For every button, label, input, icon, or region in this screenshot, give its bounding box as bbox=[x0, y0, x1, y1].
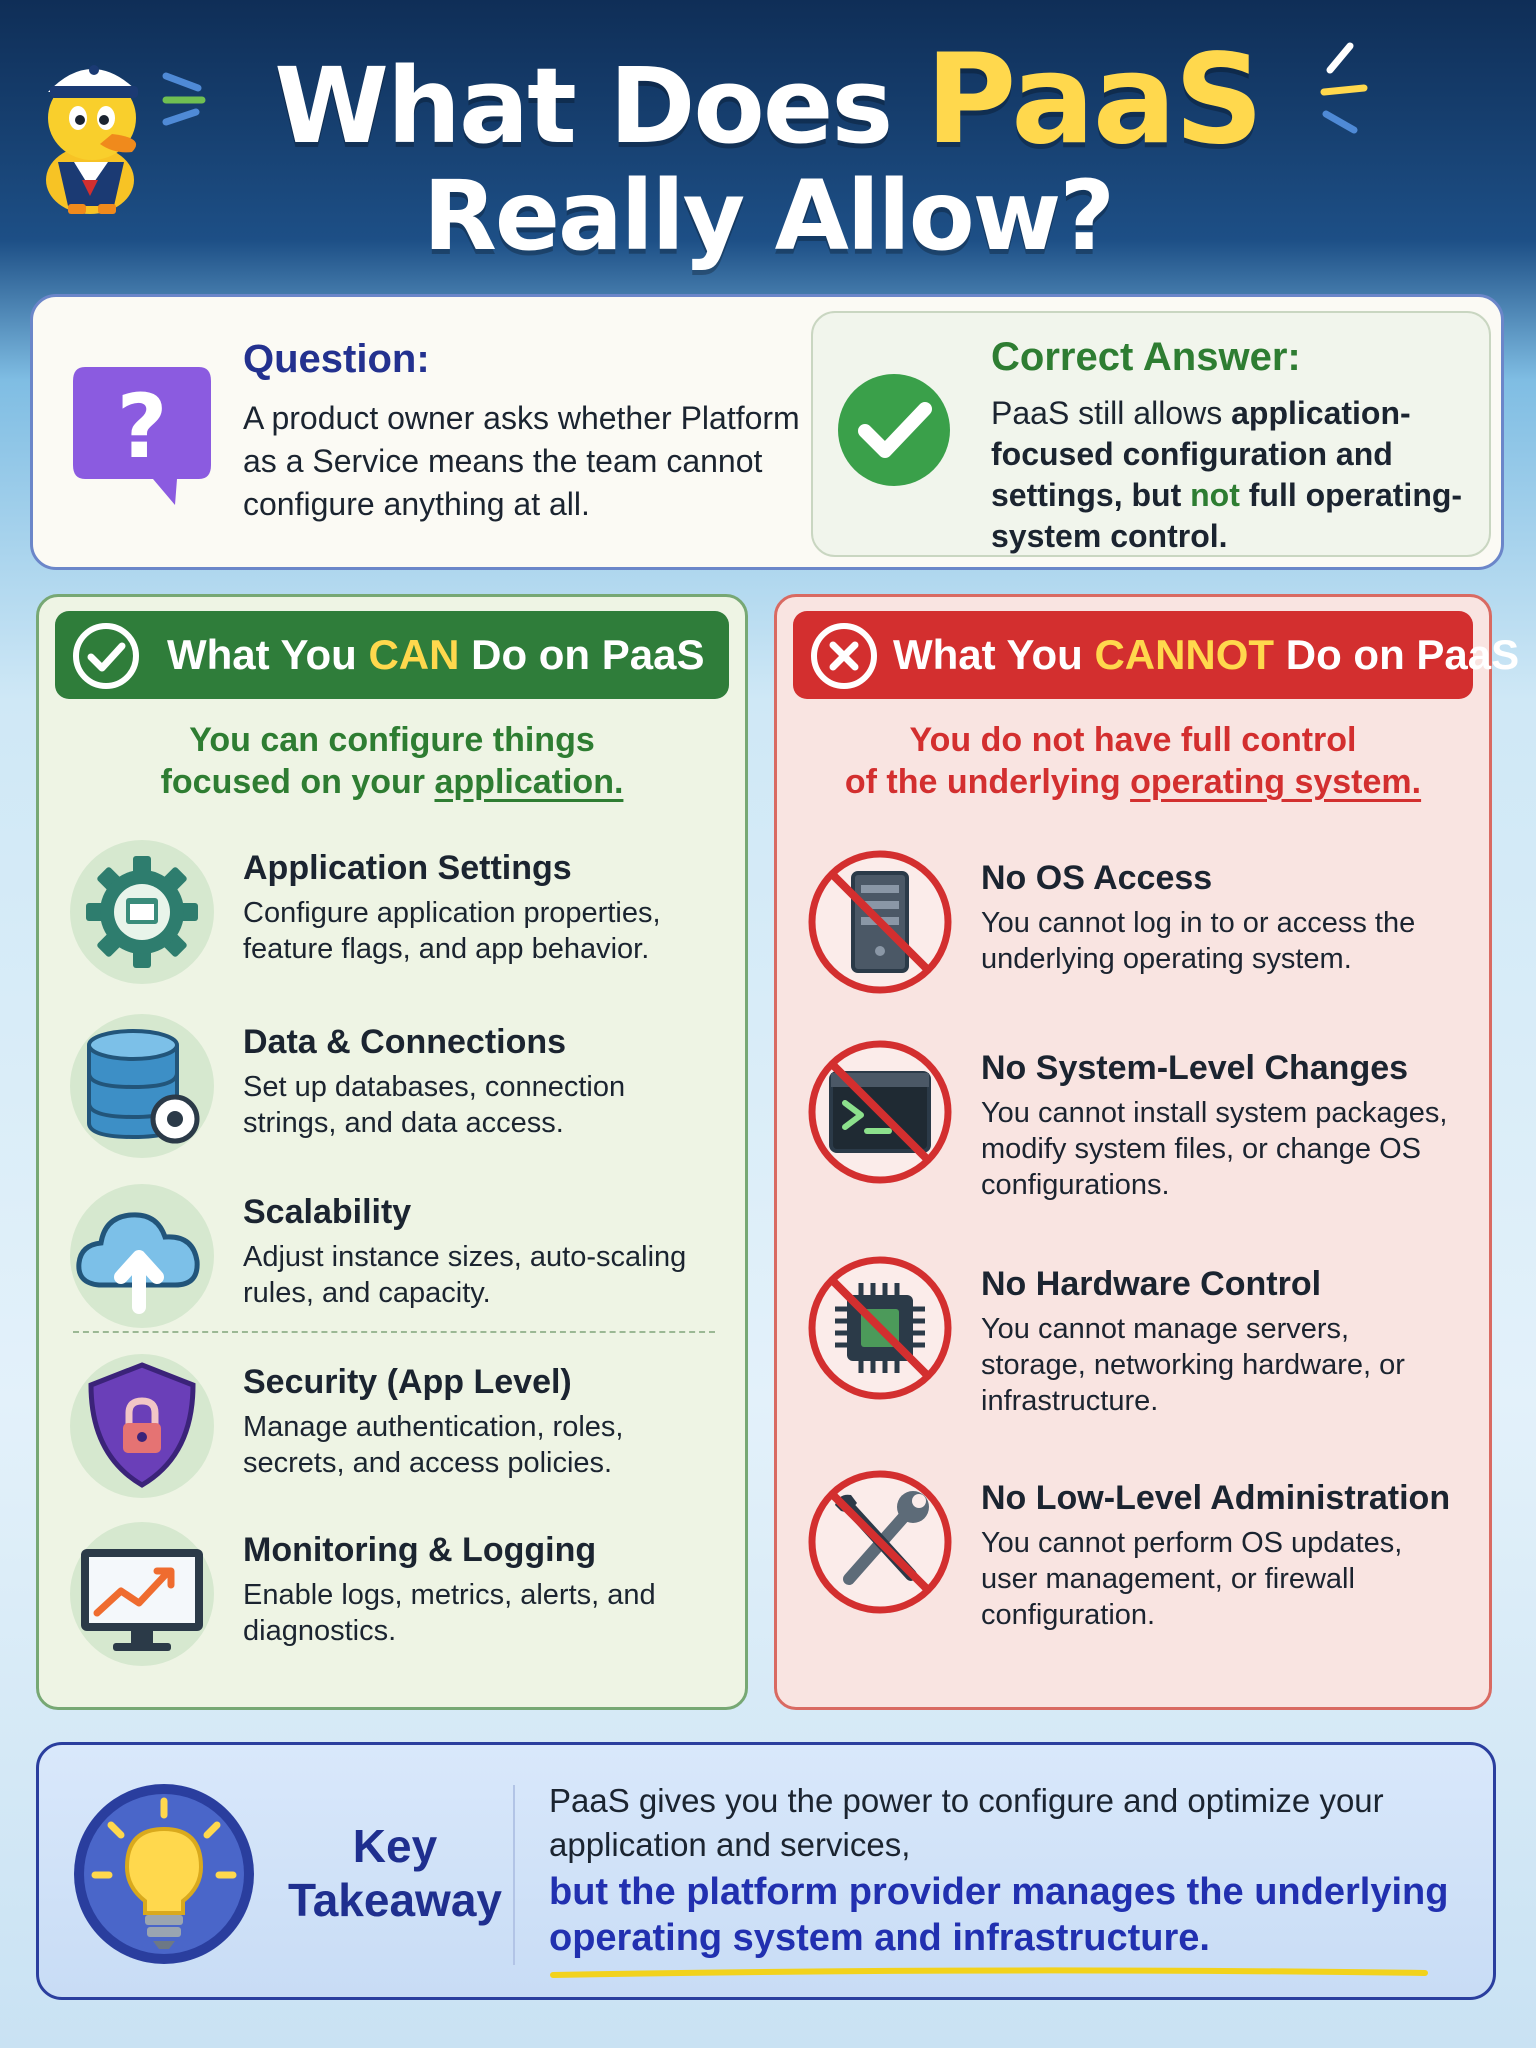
highlight-underline bbox=[549, 1965, 1429, 1981]
x-circle-outline-icon bbox=[809, 621, 879, 691]
database-icon bbox=[67, 1011, 217, 1161]
item-description: Adjust instance sizes, auto-scaling rules, and capacity. bbox=[243, 1241, 687, 1309]
title-highlight: PaaS bbox=[925, 28, 1262, 172]
key-takeaway-panel bbox=[36, 1742, 1496, 2000]
item-description: Enable logs, metrics, alerts, and diagnostics. bbox=[243, 1579, 656, 1647]
cannot-column bbox=[774, 594, 1520, 1710]
can-item-security bbox=[39, 1351, 745, 1501]
takeaway-label: Key Takeaway bbox=[288, 1820, 502, 1926]
question-title: Question: bbox=[243, 337, 430, 381]
can-subtitle: You can configure things focused on your application. bbox=[160, 721, 624, 801]
item-title: Security (App Level) bbox=[243, 1363, 572, 1401]
item-title: No OS Access bbox=[981, 859, 1213, 897]
can-column bbox=[36, 594, 748, 1710]
item-description: Configure application properties, feature flags, and app behavior. bbox=[243, 897, 661, 965]
item-title: Scalability bbox=[243, 1193, 412, 1231]
server-blocked-icon bbox=[805, 847, 955, 997]
can-item-data-connections bbox=[39, 1011, 745, 1161]
header bbox=[0, 0, 1536, 290]
can-item-application-settings bbox=[39, 837, 745, 987]
item-description: Set up databases, connection strings, and data access. bbox=[243, 1071, 626, 1139]
cannot-item-hardware-control bbox=[777, 1253, 1489, 1417]
page-title-line2: Really Allow? bbox=[422, 160, 1114, 272]
cannot-subtitle: You do not have full control of the underlying operating system. bbox=[844, 721, 1422, 801]
item-title: No Hardware Control bbox=[981, 1265, 1322, 1303]
item-title: No Low-Level Administration bbox=[981, 1479, 1451, 1517]
item-description: You cannot manage servers, storage, networking hardware, or infrastructure. bbox=[981, 1313, 1405, 1417]
page-title-line1: What Does PaaS bbox=[274, 28, 1262, 172]
item-title: Application Settings bbox=[243, 849, 572, 887]
takeaway-emphasis: but the platform provider manages the underlying operating system and infrastructure. bbox=[549, 1871, 1449, 1959]
check-circle-icon bbox=[835, 371, 953, 489]
can-header: What You CAN Do on PaaS bbox=[55, 611, 729, 699]
item-description: You cannot install system packages, modify system files, or change OS configurations. bbox=[981, 1097, 1448, 1201]
monitor-chart-icon bbox=[67, 1519, 217, 1669]
item-description: Manage authentication, roles, secrets, and access policies. bbox=[243, 1411, 624, 1479]
answer-text: PaaS still allows application-focused configuration and settings, but not full operating-system control. bbox=[991, 395, 1463, 554]
cannot-header: What You CANNOT Do on PaaS bbox=[793, 611, 1473, 699]
item-title: Monitoring & Logging bbox=[243, 1531, 597, 1569]
cannot-item-os-access bbox=[777, 847, 1489, 997]
shield-lock-icon bbox=[67, 1351, 217, 1501]
svg-text:?: ? bbox=[116, 375, 168, 478]
section-divider bbox=[73, 1331, 715, 1333]
chip-blocked-icon bbox=[805, 1253, 955, 1403]
question-bubble-icon bbox=[67, 359, 217, 509]
lightbulb-icon bbox=[69, 1779, 259, 1969]
item-description: You cannot perform OS updates, user management, or firewall configuration. bbox=[981, 1527, 1403, 1631]
takeaway-separator bbox=[513, 1785, 515, 1965]
cannot-item-low-level-admin bbox=[777, 1467, 1489, 1631]
gear-icon bbox=[67, 837, 217, 987]
question-text: A product owner asks whether Platform as a Service means the team cannot configure anything at all. bbox=[243, 400, 800, 522]
terminal-blocked-icon bbox=[805, 1037, 955, 1187]
answer-title: Correct Answer: bbox=[991, 335, 1301, 379]
can-item-scalability bbox=[39, 1181, 745, 1331]
can-item-monitoring bbox=[39, 1519, 745, 1669]
tools-blocked-icon bbox=[805, 1467, 955, 1617]
check-circle-outline-icon bbox=[71, 621, 141, 691]
answer-box bbox=[811, 311, 1491, 557]
takeaway-text: PaaS gives you the power to configure and optimize your application and services, bbox=[549, 1782, 1384, 1863]
item-title: No System-Level Changes bbox=[981, 1049, 1409, 1087]
cloud-upload-icon bbox=[67, 1181, 217, 1331]
item-title: Data & Connections bbox=[243, 1023, 567, 1061]
question-answer-panel bbox=[30, 294, 1504, 570]
item-description: You cannot log in to or access the underlying operating system. bbox=[981, 907, 1416, 975]
cannot-item-system-changes bbox=[777, 1037, 1489, 1201]
